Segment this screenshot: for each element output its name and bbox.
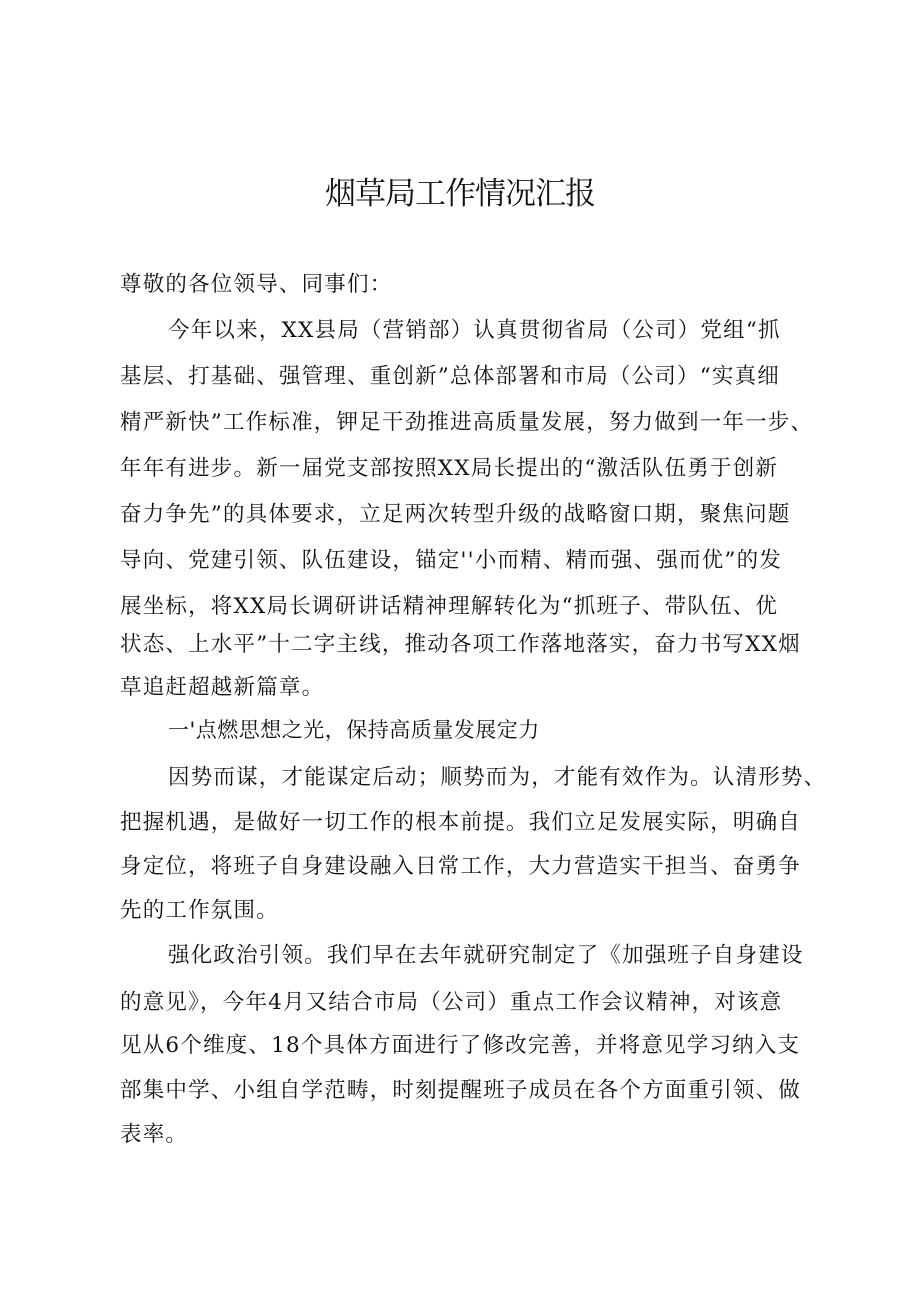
paragraph-3-line: 见从6个维度、18个具体方面进行了修改完善，并将意见学习纳入支 (120, 1033, 801, 1058)
paragraph-2-line: 把握机遇，是做好一切工作的根本前提。我们立足发展实际，明确自 (120, 810, 802, 835)
paragraph-3-line: 强化政治引领。我们早在去年就研究制定了《加强班子自身建设 (168, 943, 804, 968)
salutation: 尊敬的各位领导、同事们： (120, 272, 393, 297)
paragraph-1-line: 今年以来，XX县局（营销部）认真贯彻省局（公司）党组“抓 (168, 318, 781, 343)
paragraph-1-line: 精严新快”工作标准，钾足干劲推进高质量发展，努力做到一年一步、 (120, 410, 814, 435)
paragraph-1-line: 奋力争先”的具体要求，立足两次转型升级的战略窗口期，聚焦问题 (120, 502, 791, 527)
paragraph-1-line: 基层、打基础、强管理、重创新”总体部署和市局（公司）“实真细 (120, 364, 780, 389)
paragraph-1-line: 导向、党建引领、队伍建设，锚定''小而精、精而强、强而优”的发 (120, 548, 783, 573)
paragraph-1-line: 草追赶超越新篇章。 (120, 675, 325, 700)
paragraph-3-line: 部集中学、小组自学范畴，时刻提醒班子成员在各个方面重引领、做 (120, 1078, 802, 1103)
paragraph-3-line: 的意见》，今年4月又结合市局（公司）重点工作会议精神，对该意 (120, 990, 783, 1015)
paragraph-2-line: 因势而谋，才能谋定后动；顺势而为，才能有效作为。认清形势、 (168, 765, 827, 790)
paragraph-2-line: 先的工作氛围。 (120, 898, 279, 923)
section-heading: 一'点燃思想之光，保持高质量发展定力 (168, 718, 540, 742)
document-title: 烟草局工作情况汇报 (325, 176, 595, 212)
paragraph-1-line: 年年有进步。新一届党支部按照XX局长提出的“激活队伍勇于创新 (120, 456, 779, 481)
paragraph-3-line: 表率。 (120, 1122, 189, 1147)
paragraph-1-line: 状态、上水平”十二字主线，推动各项工作落地落实，奋力书写XX烟 (120, 632, 801, 657)
paragraph-1-line: 展坐标，将XX局长调研讲话精神理解转化为“抓班子、带队伍、优 (120, 594, 779, 619)
paragraph-2-line: 身定位，将班子自身建设融入日常工作，大力营造实干担当、奋勇争 (120, 854, 802, 879)
